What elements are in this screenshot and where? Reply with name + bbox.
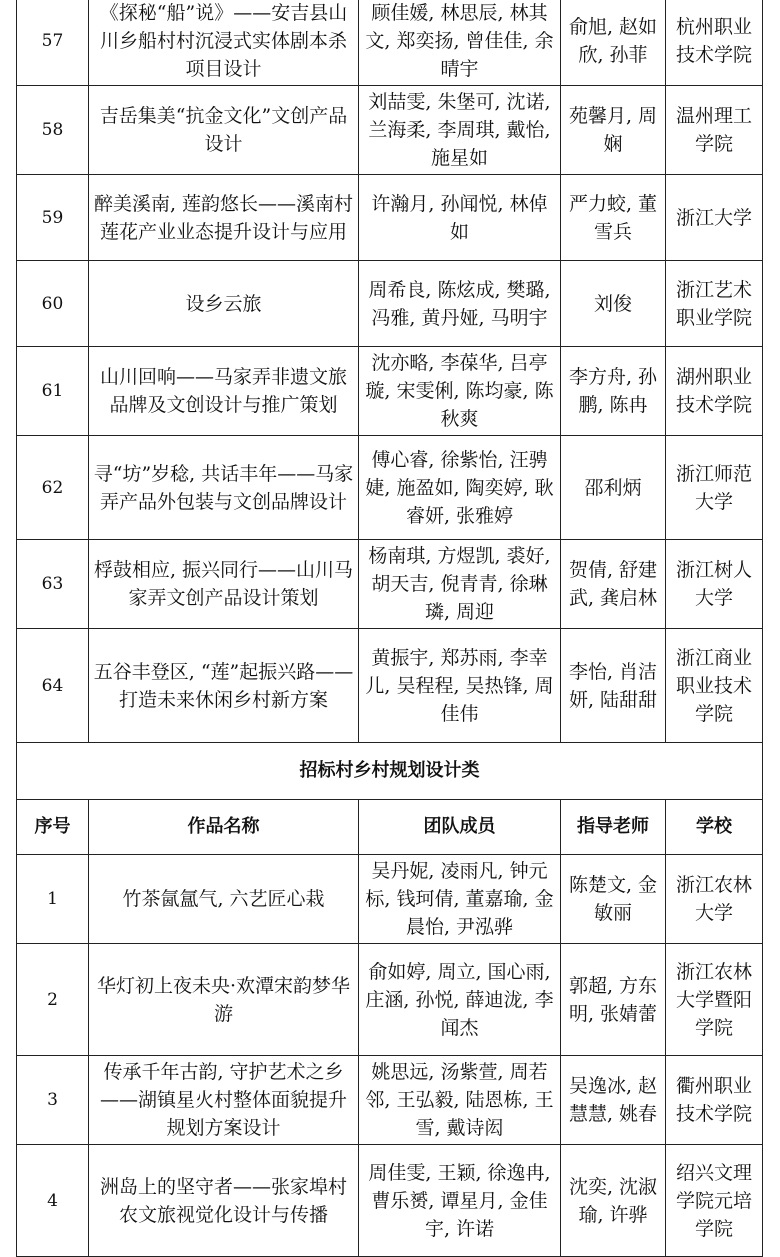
work-title: 桴鼓相应, 振兴同行——山川马家弄文创产品设计策划	[89, 540, 359, 629]
advisor: 吴逸冰, 赵慧慧, 姚春	[561, 1056, 666, 1145]
advisor: 李方舟, 孙鹏, 陈冉	[561, 347, 666, 436]
table-row	[17, 86, 763, 175]
team-members: 黄振宇, 郑苏雨, 李幸儿, 吴程程, 吴热锋, 周佳伟	[359, 629, 561, 743]
row-number: 58	[17, 86, 89, 175]
row-number: 4	[17, 1145, 89, 1257]
header-advisor: 指导老师	[561, 800, 666, 855]
team-members: 姚思远, 汤紫萱, 周若邻, 王弘毅, 陆恩栋, 王雪, 戴诗闳	[359, 1056, 561, 1145]
team-members: 杨南琪, 方煜凯, 裘好, 胡天吉, 倪青青, 徐琳璘, 周迎	[359, 540, 561, 629]
school: 浙江农林大学	[666, 855, 763, 944]
work-title: 《探秘“船”说》——安吉县山川乡船村村沉浸式实体剧本杀项目设计	[89, 0, 359, 86]
school: 绍兴文理学院元培学院	[666, 1145, 763, 1257]
table-row	[17, 261, 763, 347]
advisor: 贺倩, 舒建武, 龚启林	[561, 540, 666, 629]
work-title: 传承千年古韵, 守护艺术之乡——湖镇星火村整体面貌提升规划方案设计	[89, 1056, 359, 1145]
work-title: 五谷丰登区, “莲”起振兴路——打造未来休闲乡村新方案	[89, 629, 359, 743]
row-number: 62	[17, 436, 89, 540]
school: 浙江树人大学	[666, 540, 763, 629]
header-title: 作品名称	[89, 800, 359, 855]
advisor: 刘俊	[561, 261, 666, 347]
row-number: 60	[17, 261, 89, 347]
row-number: 63	[17, 540, 89, 629]
section-row	[17, 743, 763, 800]
work-title: 寻“坊”岁稔, 共话丰年——马家弄产品外包装与文创品牌设计	[89, 436, 359, 540]
work-title: 华灯初上夜未央·欢潭宋韵梦华游	[89, 944, 359, 1056]
school: 湖州职业技术学院	[666, 347, 763, 436]
header-row	[17, 800, 763, 855]
work-title: 醉美溪南, 莲韵悠长——溪南村莲花产业业态提升设计与应用	[89, 175, 359, 261]
table-row	[17, 0, 763, 86]
team-members: 俞如婷, 周立, 国心雨, 庄涵, 孙悦, 薛迪泷, 李闻杰	[359, 944, 561, 1056]
team-members: 吴丹妮, 凌雨凡, 钟元标, 钱珂倩, 董嘉瑜, 金晨怡, 尹泓骅	[359, 855, 561, 944]
advisor: 邵利炳	[561, 436, 666, 540]
row-number: 61	[17, 347, 89, 436]
team-members: 沈亦略, 李葆华, 吕亭璇, 宋雯俐, 陈均豪, 陈秋爽	[359, 347, 561, 436]
school: 杭州职业技术学院	[666, 0, 763, 86]
team-members: 刘喆雯, 朱堡可, 沈诺, 兰海柔, 李周琪, 戴怡, 施星如	[359, 86, 561, 175]
school: 浙江商业职业技术学院	[666, 629, 763, 743]
advisor: 严力蛟, 董雪兵	[561, 175, 666, 261]
team-members: 傅心睿, 徐紫怡, 汪骋婕, 施盈如, 陶奕婷, 耿睿妍, 张雅婷	[359, 436, 561, 540]
table-row	[17, 347, 763, 436]
header-team: 团队成员	[359, 800, 561, 855]
advisor: 苑馨月, 周娴	[561, 86, 666, 175]
advisor: 陈楚文, 金敏丽	[561, 855, 666, 944]
header-number: 序号	[17, 800, 89, 855]
advisor: 沈奕, 沈淑瑜, 许骅	[561, 1145, 666, 1257]
table-row	[17, 629, 763, 743]
work-title: 吉岳集美“抗金文化”文创产品设计	[89, 86, 359, 175]
team-members: 顾佳媛, 林思辰, 林其文, 郑奕扬, 曾佳佳, 余晴宇	[359, 0, 561, 86]
work-title: 设乡云旅	[89, 261, 359, 347]
school: 衢州职业技术学院	[666, 1056, 763, 1145]
team-members: 周佳雯, 王颖, 徐逸冉, 曹乐赟, 谭星月, 金佳宇, 许诺	[359, 1145, 561, 1257]
award-table	[16, 0, 763, 1257]
advisor: 郭超, 方东明, 张婧蕾	[561, 944, 666, 1056]
school: 浙江艺术职业学院	[666, 261, 763, 347]
table-row	[17, 944, 763, 1056]
table-row	[17, 175, 763, 261]
section-title: 招标村乡村规划设计类	[17, 743, 763, 800]
row-number: 3	[17, 1056, 89, 1145]
school: 浙江大学	[666, 175, 763, 261]
row-number: 64	[17, 629, 89, 743]
table-row	[17, 540, 763, 629]
table-row	[17, 436, 763, 540]
school: 温州理工学院	[666, 86, 763, 175]
table-row	[17, 855, 763, 944]
team-members: 许瀚月, 孙闻悦, 林倬如	[359, 175, 561, 261]
row-number: 59	[17, 175, 89, 261]
advisor: 李怡, 肖洁妍, 陆甜甜	[561, 629, 666, 743]
team-members: 周希良, 陈炫成, 樊璐, 冯雅, 黄丹娅, 马明宇	[359, 261, 561, 347]
work-title: 洲岛上的坚守者——张家埠村农文旅视觉化设计与传播	[89, 1145, 359, 1257]
row-number: 2	[17, 944, 89, 1056]
table-row	[17, 1056, 763, 1145]
work-title: 竹茶氤氲气, 六艺匠心栽	[89, 855, 359, 944]
school: 浙江农林大学暨阳学院	[666, 944, 763, 1056]
school: 浙江师范大学	[666, 436, 763, 540]
row-number: 57	[17, 0, 89, 86]
advisor: 俞旭, 赵如欣, 孙菲	[561, 0, 666, 86]
work-title: 山川回响——马家弄非遗文旅品牌及文创设计与推广策划	[89, 347, 359, 436]
row-number: 1	[17, 855, 89, 944]
table-row	[17, 1145, 763, 1257]
header-school: 学校	[666, 800, 763, 855]
